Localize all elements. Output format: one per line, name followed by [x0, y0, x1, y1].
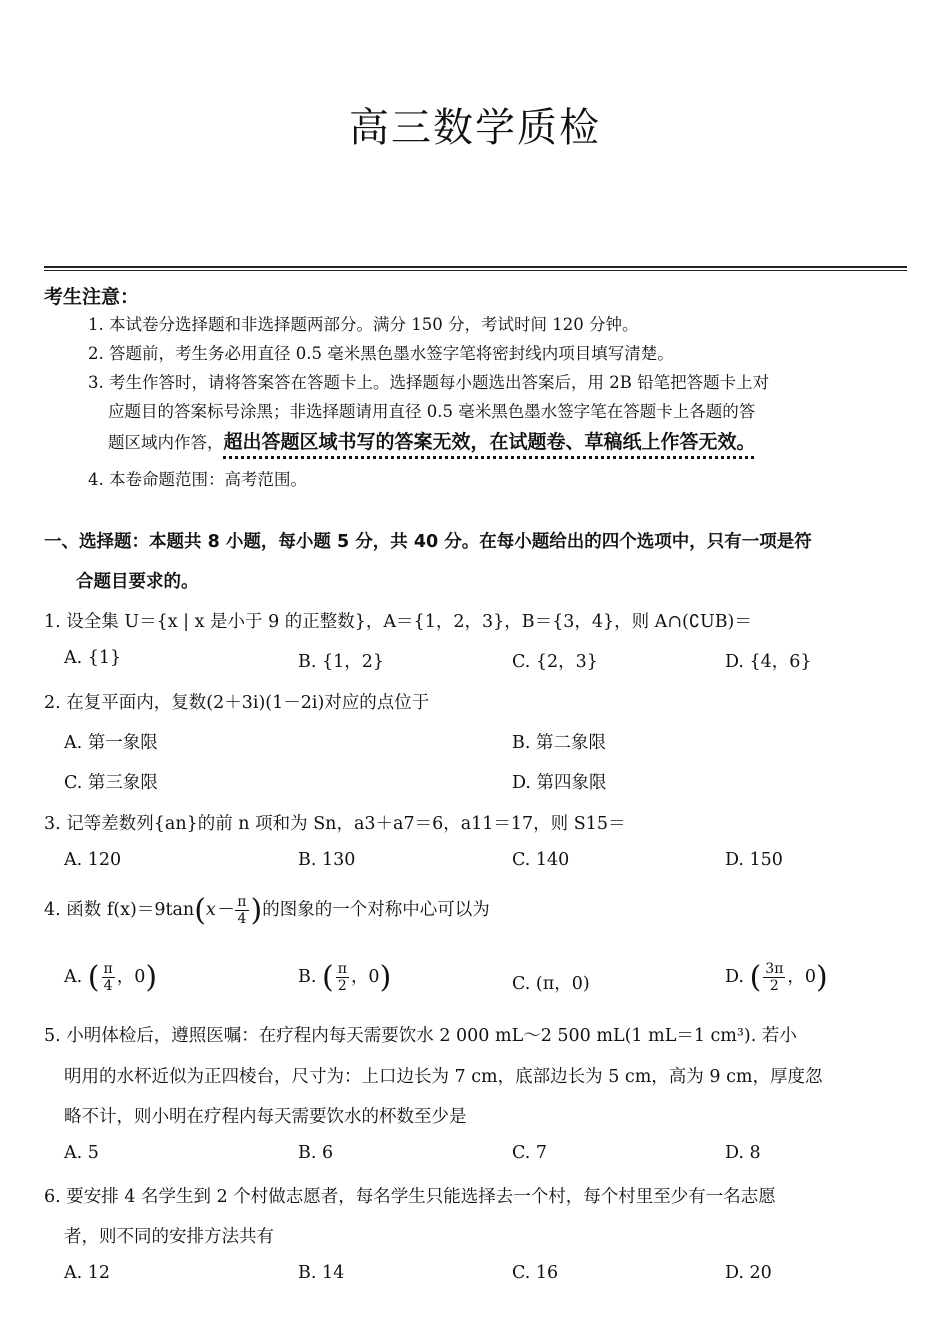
question-4-stem-pre: 4. 函数 f(x)＝9tan [44, 900, 195, 920]
option-label: D. [725, 967, 744, 987]
fraction-numerator: π [103, 961, 113, 977]
left-paren: ( [87, 960, 100, 995]
notice-item-3-line-2: 应题目的答案标号涂黑；非选择题请用直径 0.5 毫米黑色墨水签字笔在答题卡上各题的答 [108, 402, 756, 421]
option-a-tail: ，0 [116, 967, 146, 987]
question-4-option-b [298, 960, 391, 995]
question-6-line-2: 者，则不同的安排方法共有 [64, 1227, 274, 1247]
notice-item-3-line-3 [108, 427, 756, 454]
question-1-stem: 1. 设全集 U＝{x | x 是小于 9 的正整数}，A＝{1，2，3}，B＝{3，4}，则 A∩(∁UB)＝ [44, 612, 752, 632]
left-paren: ( [749, 960, 762, 995]
question-3-option-d: D. 150 [725, 850, 783, 870]
option-d-tail: ，0 [787, 967, 817, 987]
header-rule-top [44, 266, 907, 268]
question-4-option-c: C. (π，0) [512, 974, 590, 994]
question-6-option-d: D. 20 [725, 1263, 772, 1283]
question-5-option-a: A. 5 [64, 1143, 99, 1163]
notice-heading: 考生注意： [44, 286, 140, 308]
fraction-denominator: 4 [103, 978, 113, 994]
section-1-heading: 一、选择题：本题共 8 小题，每小题 5 分，共 40 分。在每小题给出的四个选项中，只有一项是符 [44, 532, 812, 552]
right-paren: ) [250, 893, 263, 928]
question-6-option-b: B. 14 [298, 1263, 345, 1283]
fraction-numerator: 3π [765, 961, 784, 977]
notice-item-3-line-1: 3. 考生作答时，请将答案答在答题卡上。选择题每小题选出答案后，用 2B 铅笔把答题卡上对 [88, 373, 770, 392]
notice-item-3-plain: 题区域内作答， [108, 433, 224, 452]
question-2-option-a: A. 第一象限 [64, 733, 158, 753]
question-5-line-1: 5. 小明体检后，遵照医嘱：在疗程内每天需要饮水 2 000 mL～2 500 mL(1 mL＝1 cm³). 若小 [44, 1026, 797, 1046]
question-4-fraction [235, 894, 248, 927]
question-5-option-d: D. 8 [725, 1143, 761, 1163]
fraction-denominator: 2 [337, 978, 347, 994]
question-3-option-b: B. 130 [298, 850, 356, 870]
question-5-line-2: 明用的水杯近似为正四棱台，尺寸为：上口边长为 7 cm，底部边长为 5 cm，高为 9 cm，厚度忽 [64, 1067, 823, 1087]
question-4-stem [44, 893, 490, 928]
question-6-option-c: C. 16 [512, 1263, 559, 1283]
question-4-option-a [64, 960, 157, 995]
fraction-denominator: 2 [769, 978, 779, 994]
section-1-heading-cont: 合题目要求的。 [76, 572, 199, 592]
left-paren: ( [322, 960, 334, 995]
option-b-fraction [336, 961, 349, 994]
notice-item-3-emphasis: 超出答题区域书写的答案无效，在试题卷、草稿纸上作答无效。 [223, 431, 756, 453]
question-4-stem-post: 的图象的一个对称中心可以为 [262, 900, 490, 920]
right-paren: ) [379, 960, 392, 995]
fraction-denominator: 4 [237, 911, 247, 927]
question-2-option-b: B. 第二象限 [512, 733, 606, 753]
notice-item-4: 4. 本卷命题范围：高考范围。 [88, 470, 307, 489]
question-3-option-a: A. 120 [64, 850, 122, 870]
question-1-option-d: D. {4，6} [725, 652, 812, 672]
question-2-stem: 2. 在复平面内，复数(2＋3i)(1－2i)对应的点位于 [44, 693, 430, 713]
option-label: B. [298, 967, 317, 987]
option-b-tail: ，0 [350, 967, 380, 987]
fraction-numerator: π [337, 961, 347, 977]
option-d-fraction [763, 961, 785, 994]
question-5-option-c: C. 7 [512, 1143, 548, 1163]
option-a-fraction [102, 961, 115, 994]
question-3-stem: 3. 记等差数列{an}的前 n 项和为 Sn，a3＋a7＝6，a11＝17，则 S15＝ [44, 814, 626, 834]
notice-item-1: 1. 本试卷分选择题和非选择题两部分。满分 150 分，考试时间 120 分钟。 [88, 315, 639, 334]
option-label: A. [64, 967, 83, 987]
question-2-option-d: D. 第四象限 [512, 773, 607, 793]
page-title: 高三数学质检 [349, 105, 601, 151]
fraction-numerator: π [237, 894, 247, 910]
question-4-option-d [725, 960, 828, 995]
right-paren: ) [816, 960, 828, 995]
question-1-option-b: B. {1，2} [298, 652, 385, 672]
question-1-option-c: C. {2，3} [512, 652, 598, 672]
question-5-line-3: 略不计，则小明在疗程内每天需要饮水的杯数至少是 [64, 1107, 467, 1127]
header-rule-bottom [44, 270, 907, 271]
notice-item-2: 2. 答题前，考生务必用直径 0.5 毫米黑色墨水签字笔将密封线内项目填写清楚。 [88, 344, 674, 363]
question-5-option-b: B. 6 [298, 1143, 334, 1163]
question-6-option-a: A. 12 [64, 1263, 111, 1283]
right-paren: ) [145, 960, 158, 995]
left-paren: ( [194, 893, 206, 928]
question-2-option-c: C. 第三象限 [64, 773, 158, 793]
question-4-stem-x: x－ [205, 900, 234, 920]
question-3-option-c: C. 140 [512, 850, 570, 870]
question-6-line-1: 6. 要安排 4 名学生到 2 个村做志愿者，每名学生只能选择去一个村，每个村里至少有一名志愿 [44, 1187, 776, 1207]
question-1-option-a: A. {1} [64, 648, 122, 668]
